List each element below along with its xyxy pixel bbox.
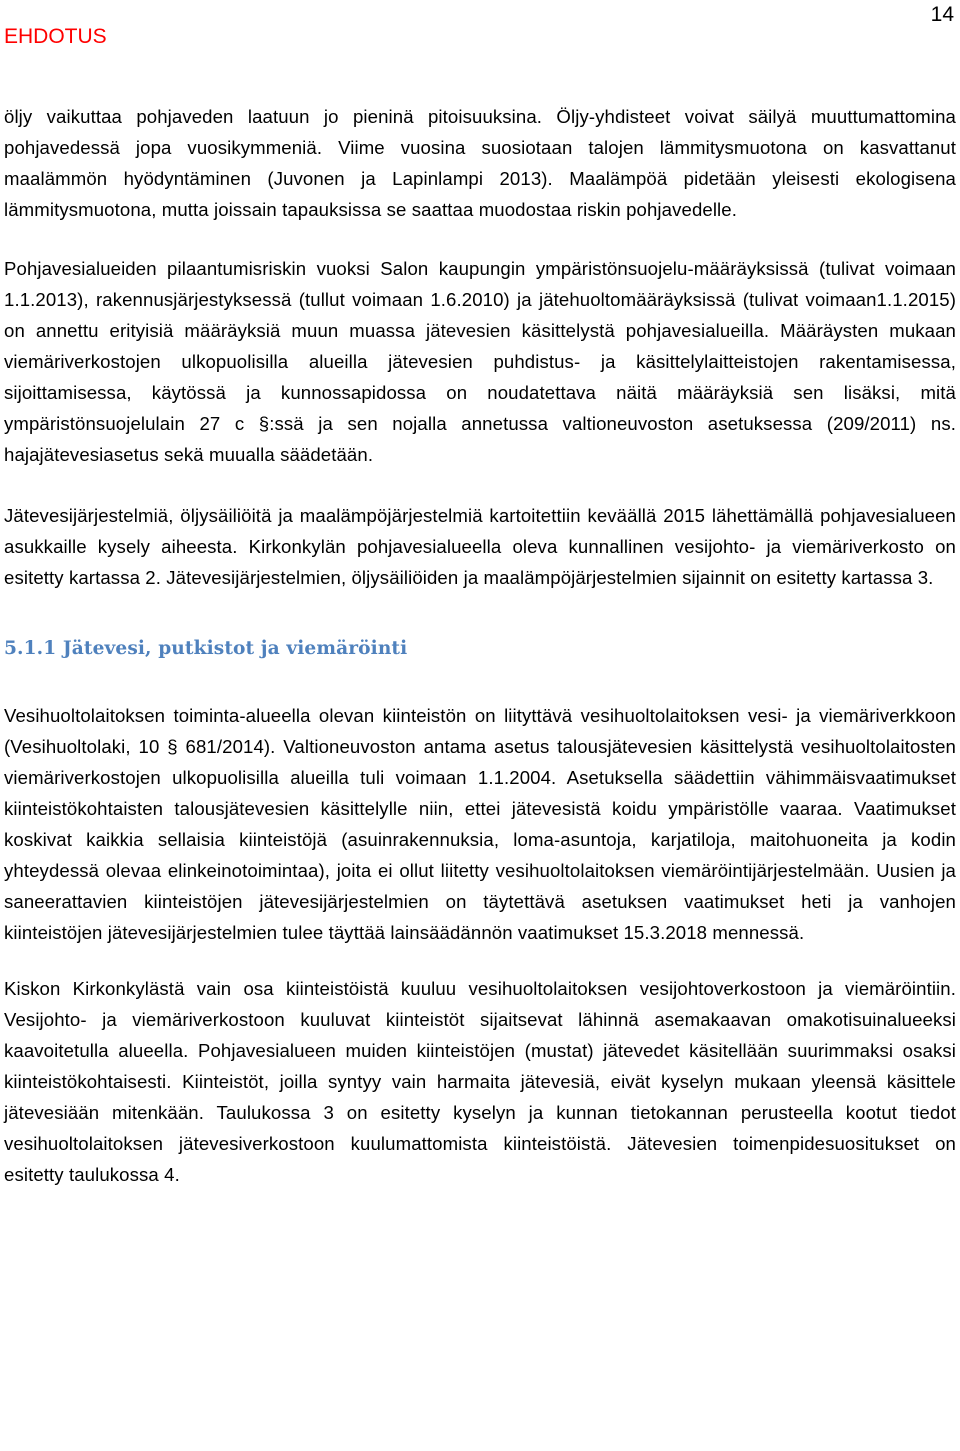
draft-label: EHDOTUS	[4, 25, 107, 48]
document-body	[4, 101, 956, 1190]
paragraph-kisko: Kiskon Kirkonkylästä vain osa kiinteistöistä kuuluu vesihuoltolaitoksen vesijohtoverkostoon ja viemäröintiin. Vesijohto- ja viemäriverkostoon kuuluvat kiinteistöt sijaitsevat lähinnä asemakaavan omakotisuinalueeksi kaavoitetulla alueella. Pohjavesialueen muiden kiinteistöjen (mustat) jätevedet käsitellään suurimmaksi osaksi kiinteistökohtaisesti. Kiinteistöt, joilla syntyy vain harmaita jätevesiä, eivät kyselyn mukaan yleensä käsittele jätevesiään mitenkään. Taulukossa 3 on esitetty kyselyn ja kunnan tietokannan perusteella kootut tiedot vesihuoltolaitoksen jätevesiverkostoon kuulumattomista kiinteistöistä. Jätevesien toimenpidesuositukset on esitetty taulukossa 4.	[4, 978, 956, 1185]
section-heading: 5.1.1 Jätevesi, putkistot ja viemäröinti	[4, 638, 408, 659]
paragraph-water-utility: Vesihuoltolaitoksen toiminta-alueella olevan kiinteistön on liityttävä vesihuoltolaitoksen vesi- ja viemäriverkkoon (Vesihuoltolaki, 10 § 681/2014). Valtioneuvoston antama asetus talousjätevesien käsittelystä vesihuoltolaitosten viemäriverkostojen ulkopuolisilla alueilla tuli voimaan 1.1.2004. Asetuksella säädettiin vähimmäisvaatimukset kiinteistökohtaisten talousjätevesien käsittelylle niin, ettei jätevesistä koidu ympäristölle vaaraa. Vaatimukset koskivat kaikkia sellaisia kiinteistöjä (asuinrakennuksia, loma-asuntoja, karjatiloja, maitohuoneita ja kodin yhteydessä olevaa elinkeinotoimintaa), joita ei ollut liitetty vesihuoltolaitoksen viemäröintijärjestelmään. Uusien ja saneerattavien kiinteistöjen jätevesijärjestelmien on täytettävä asetuksen vaatimukset heti ja vanhojen kiinteistöjen jätevesijärjestelmien tulee täyttää lainsäädännön vaatimukset 15.3.2018 mennessä.	[4, 705, 956, 943]
paragraph-oil-groundwater: öljy vaikuttaa pohjaveden laatuun jo pieninä pitoisuuksina. Öljy-yhdisteet voivat säilyä muuttumattomina pohjavedessä jopa vuosikymmeniä. Viime vuosina suosiotaan talojen lämmitysmuotona on kasvattanut maalämmön hyödyntäminen (Juvonen ja Lapinlampi 2013). Maalämpöä pidetään yleisesti ekologisena lämmitysmuotona, mutta joissain tapauksissa se saattaa muodostaa riskin pohjavedelle.	[4, 106, 956, 220]
paragraph-regulations: Pohjavesialueiden pilaantumisriskin vuoksi Salon kaupungin ympäristönsuojelu-määräyksissä (tulivat voimaan 1.1.2013), rakennusjärjestyksessä (tullut voimaan 1.6.2010) ja jätehuoltomääräyksissä (tulivat voimaan1.1.2015) on annettu erityisiä määräyksiä muun muassa jätevesien käsittelystä pohjavesialueilla. Määräysten mukaan viemäriverkostojen ulkopuolisilla alueilla jätevesien puhdistus- ja käsittelylaitteistojen rakentamisessa, sijoittamisessa, käytössä ja kunnossapidossa on noudatettava näitä määräyksiä sen lisäksi, mitä ympäristönsuojelulain 27 c §:ssä ja sen nojalla annetussa valtioneuvoston asetuksessa (209/2011) ns. hajajätevesiasetus sekä muualla säädetään.	[4, 258, 956, 465]
paragraph-survey: Jätevesijärjestelmiä, öljysäiliöitä ja maalämpöjärjestelmiä kartoitettiin keväällä 2015 lähettämällä pohjavesialueen asukkaille kysely aiheesta. Kirkonkylän pohjavesialueella oleva kunnallinen vesijohto- ja viemäriverkosto on esitetty kartassa 2. Jätevesijärjestelmien, öljysäiliöiden ja maalämpöjärjestelmien sijainnit on esitetty kartassa 3.	[4, 505, 956, 588]
page-number: 14	[930, 3, 954, 26]
